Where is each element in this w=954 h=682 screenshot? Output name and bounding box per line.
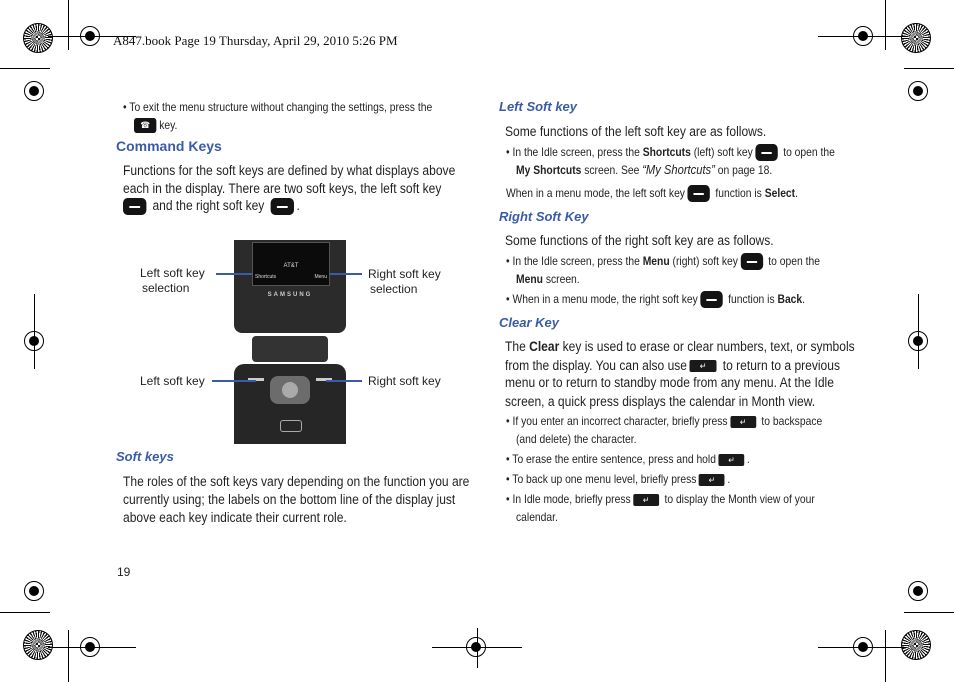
label-text: Left soft key bbox=[140, 266, 205, 280]
right-soft-key-icon bbox=[270, 198, 293, 215]
label-right-soft-key: Right soft key bbox=[368, 374, 441, 388]
registration-mark bbox=[908, 81, 928, 101]
right-soft-bullet-2 bbox=[506, 290, 805, 308]
left-soft-key-icon bbox=[123, 198, 146, 215]
text: from the display. You can also use bbox=[505, 358, 688, 373]
screen-carrier: AT&T bbox=[283, 263, 299, 269]
exit-menu-text: • To exit the menu structure without changing the settings, press the bbox=[123, 100, 433, 114]
clear-bullet-1 bbox=[506, 412, 822, 430]
text: function is bbox=[725, 292, 778, 306]
registration-mark bbox=[908, 581, 928, 601]
crop-line bbox=[68, 630, 69, 682]
left-soft-bullet-1 bbox=[506, 143, 835, 161]
clear-bullet-4-line2: calendar. bbox=[516, 510, 558, 524]
phone-figure bbox=[234, 240, 346, 444]
crop-line bbox=[904, 612, 954, 613]
label-right-soft-key-selection bbox=[368, 267, 441, 297]
label-text: Right soft key bbox=[368, 267, 441, 281]
label-text: selection bbox=[142, 281, 190, 295]
phone-screen bbox=[252, 242, 330, 286]
clear-key-icon: ↵ bbox=[690, 360, 717, 372]
command-keys-para-line3 bbox=[123, 197, 300, 215]
phone-top-half bbox=[234, 240, 346, 333]
color-rosette-top-right bbox=[901, 23, 931, 53]
leader-line bbox=[216, 273, 252, 275]
crop-line bbox=[0, 612, 50, 613]
clear-bullet-3 bbox=[506, 470, 730, 488]
shortcuts-label: Shortcuts bbox=[642, 145, 691, 159]
color-rosette-bottom-left bbox=[23, 630, 53, 660]
text: to backspace bbox=[758, 414, 823, 428]
registration-mark bbox=[24, 581, 44, 601]
text: • When in a menu mode, the right soft key bbox=[506, 292, 698, 306]
left-soft-key-icon bbox=[688, 185, 710, 202]
crop-line bbox=[918, 294, 919, 369]
clear-key-heading: Clear Key bbox=[499, 315, 559, 330]
left-soft-menu-mode bbox=[506, 184, 798, 202]
phone-clear-key bbox=[280, 420, 302, 432]
clear-key-icon: ↵ bbox=[719, 454, 745, 466]
text: screen. See bbox=[581, 163, 643, 177]
leader-line bbox=[212, 380, 256, 382]
text: • In the Idle screen, press the bbox=[506, 145, 643, 159]
crop-line bbox=[477, 628, 478, 668]
soft-keys-heading: Soft keys bbox=[116, 449, 174, 464]
text: . bbox=[795, 186, 798, 200]
crop-line bbox=[818, 36, 906, 37]
text: • If you enter an incorrect character, briefly press bbox=[506, 414, 728, 428]
clear-para-line2 bbox=[505, 357, 840, 375]
clear-para-line4: screen, a quick press displays the calendar in Month view. bbox=[505, 394, 816, 409]
text: to open the bbox=[780, 145, 835, 159]
select-label: Select bbox=[764, 186, 796, 200]
crop-line bbox=[34, 294, 35, 369]
clear-label: Clear bbox=[529, 339, 560, 354]
text: • To back up one menu level, briefly press bbox=[506, 472, 697, 486]
menu-label: Menu bbox=[516, 272, 543, 286]
text: to return to a previous bbox=[719, 358, 840, 373]
page-number: 19 bbox=[117, 565, 131, 579]
text: . bbox=[746, 452, 750, 466]
text: . bbox=[802, 292, 806, 306]
right-soft-key-icon bbox=[740, 253, 762, 270]
right-soft-key-intro: Some functions of the right soft key are as follows. bbox=[505, 233, 774, 248]
right-soft-key-heading: Right Soft Key bbox=[499, 209, 589, 224]
my-shortcuts-label: My Shortcuts bbox=[516, 163, 582, 177]
clear-key-icon: ↵ bbox=[699, 474, 725, 486]
left-soft-key-intro: Some functions of the left soft key are as follows. bbox=[505, 124, 767, 139]
soft-keys-para-line1: The roles of the soft keys vary depending on the function you are bbox=[123, 474, 470, 489]
label-left-soft-key-selection bbox=[140, 266, 205, 296]
registration-mark bbox=[24, 81, 44, 101]
para1-line3-text: and the right soft key bbox=[152, 198, 265, 213]
left-soft-bullet-1-line2 bbox=[516, 161, 772, 179]
clear-bullet-1-line2: (and delete) the character. bbox=[516, 432, 637, 446]
label-text: selection bbox=[370, 282, 418, 296]
exit-menu-text-2: key. bbox=[159, 118, 178, 132]
label-left-soft-key: Left soft key bbox=[140, 374, 205, 388]
text: key is used to erase or clear numbers, text, or symbols bbox=[559, 339, 855, 354]
text: to open the bbox=[765, 254, 820, 268]
text: • In the Idle screen, press the bbox=[506, 254, 643, 268]
clear-para-line1 bbox=[505, 338, 855, 356]
clear-bullet-2 bbox=[506, 450, 750, 468]
crop-line bbox=[904, 68, 954, 69]
soft-keys-para-line2: currently using; the labels on the bottom line of the display just bbox=[123, 492, 456, 507]
leader-line bbox=[326, 380, 362, 382]
brand-logo: SAMSUNG bbox=[267, 292, 313, 298]
color-rosette-bottom-right bbox=[901, 630, 931, 660]
screen-right-softkey-label: Menu bbox=[314, 274, 327, 280]
left-soft-key-icon bbox=[755, 144, 777, 161]
crop-line bbox=[818, 647, 906, 648]
clear-bullet-4 bbox=[506, 490, 815, 508]
text: (right) soft key bbox=[669, 254, 738, 268]
right-soft-bullet-1 bbox=[506, 252, 820, 270]
text: The bbox=[505, 339, 530, 354]
command-keys-heading: Command Keys bbox=[116, 138, 222, 154]
leader-line bbox=[330, 273, 362, 275]
menu-label: Menu bbox=[642, 254, 670, 268]
crop-line bbox=[48, 647, 136, 648]
command-keys-para-line1: Functions for the soft keys are defined by what displays above bbox=[123, 163, 456, 178]
para1-end: . bbox=[296, 198, 300, 213]
text: (left) soft key bbox=[690, 145, 753, 159]
clear-para-line3: menu or to return to standby mode from any menu. At the Idle bbox=[505, 375, 834, 390]
exit-menu-bullet bbox=[123, 98, 432, 116]
text: screen. bbox=[542, 272, 580, 286]
soft-keys-para-line3: above each key indicate their current role. bbox=[123, 510, 347, 525]
text: to display the Month view of your bbox=[661, 492, 815, 506]
back-label: Back bbox=[777, 292, 803, 306]
command-keys-para-line2: each in the display. There are two soft keys, the left soft key bbox=[123, 181, 442, 196]
phone-keypad bbox=[234, 364, 346, 444]
nav-center-key bbox=[282, 382, 298, 398]
screen-left-softkey-label: Shortcuts bbox=[255, 274, 277, 280]
text: . bbox=[727, 472, 731, 486]
end-key-icon: ☎ bbox=[134, 118, 156, 133]
crop-line bbox=[885, 0, 886, 50]
right-soft-key-icon bbox=[700, 291, 722, 308]
clear-key-icon: ↵ bbox=[633, 494, 659, 506]
clear-key-icon: ↵ bbox=[730, 416, 756, 428]
color-rosette-top-left bbox=[23, 23, 53, 53]
text: • To erase the entire sentence, press and hold bbox=[506, 452, 716, 466]
right-soft-bullet-1-line2 bbox=[516, 270, 580, 288]
text: on page 18. bbox=[714, 163, 773, 177]
text: function is bbox=[712, 186, 765, 200]
crop-line bbox=[68, 0, 69, 50]
crop-line bbox=[885, 630, 886, 682]
text: When in a menu mode, the left soft key bbox=[506, 186, 685, 200]
print-header: A847.book Page 19 Thursday, April 29, 2010 5:26 PM bbox=[113, 33, 398, 48]
phone-hinge bbox=[252, 336, 328, 362]
cross-reference: “My Shortcuts” bbox=[642, 162, 715, 177]
exit-menu-bullet-line2 bbox=[134, 116, 177, 134]
left-soft-key-heading: Left Soft key bbox=[499, 99, 578, 114]
text: • In Idle mode, briefly press bbox=[506, 492, 631, 506]
crop-line bbox=[0, 68, 50, 69]
